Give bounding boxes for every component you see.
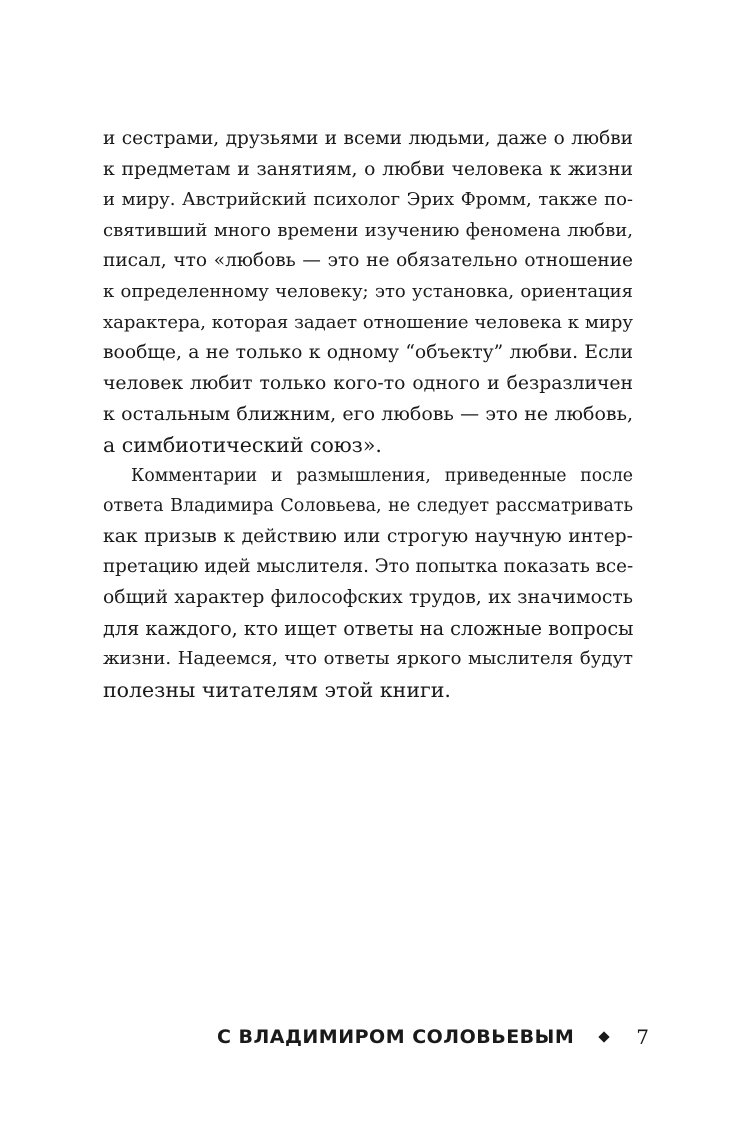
text-line: для каждого, кто ищет ответы на сложные вопросы <box>103 616 634 640</box>
text-line: а симбиотический союз». <box>103 432 382 457</box>
running-head: С ВЛАДИМИРОМ СОЛОВЬЕВЫМ <box>216 1026 575 1048</box>
text-line: как призыв к действию или строгую научную интер- <box>103 525 633 547</box>
text-line: к определенному человеку; это установка, ориентация <box>103 280 633 302</box>
text-line: полезны читателям этой книги. <box>103 677 451 702</box>
text-line: Комментарии и размышления, приведенные после <box>131 465 633 486</box>
paragraph-1 <box>103 124 633 461</box>
text-line: писал, что «любовь — это не обязательно отношение <box>103 250 633 272</box>
page-number: 7 <box>636 1025 649 1049</box>
text-line: вообще, а не только к одному “объекту” любви. Если <box>103 342 633 364</box>
text-line: и сестрами, друзьями и всеми людьми, даже о любви <box>103 128 633 149</box>
diamond-icon <box>599 1031 610 1042</box>
text-line: характера, которая задает отношение человека к миру <box>103 311 633 333</box>
body-text <box>103 124 633 705</box>
text-line: святивший много времени изучению феномена любви, <box>103 219 633 241</box>
text-line: человек любит только кого-то одного и безразличен <box>103 372 633 394</box>
text-line: к предметам и занятиям, о любви человека к жизни <box>103 158 633 180</box>
page-footer <box>217 1025 649 1049</box>
paragraph-2 <box>103 461 633 706</box>
text-line: и миру. Австрийский психолог Эрих Фромм, также по- <box>103 189 633 211</box>
text-line: к остальным ближним, его любовь — это не любовь, <box>103 403 633 426</box>
text-line: жизни. Надеемся, что ответы яркого мыслителя будут <box>103 648 633 670</box>
text-line: ответа Владимира Соловьева, не следует рассматривать <box>103 496 633 517</box>
text-line: общий характер философских трудов, их значимость <box>103 586 633 608</box>
text-line: претацию идей мыслителя. Это попытка показать все- <box>103 556 634 578</box>
